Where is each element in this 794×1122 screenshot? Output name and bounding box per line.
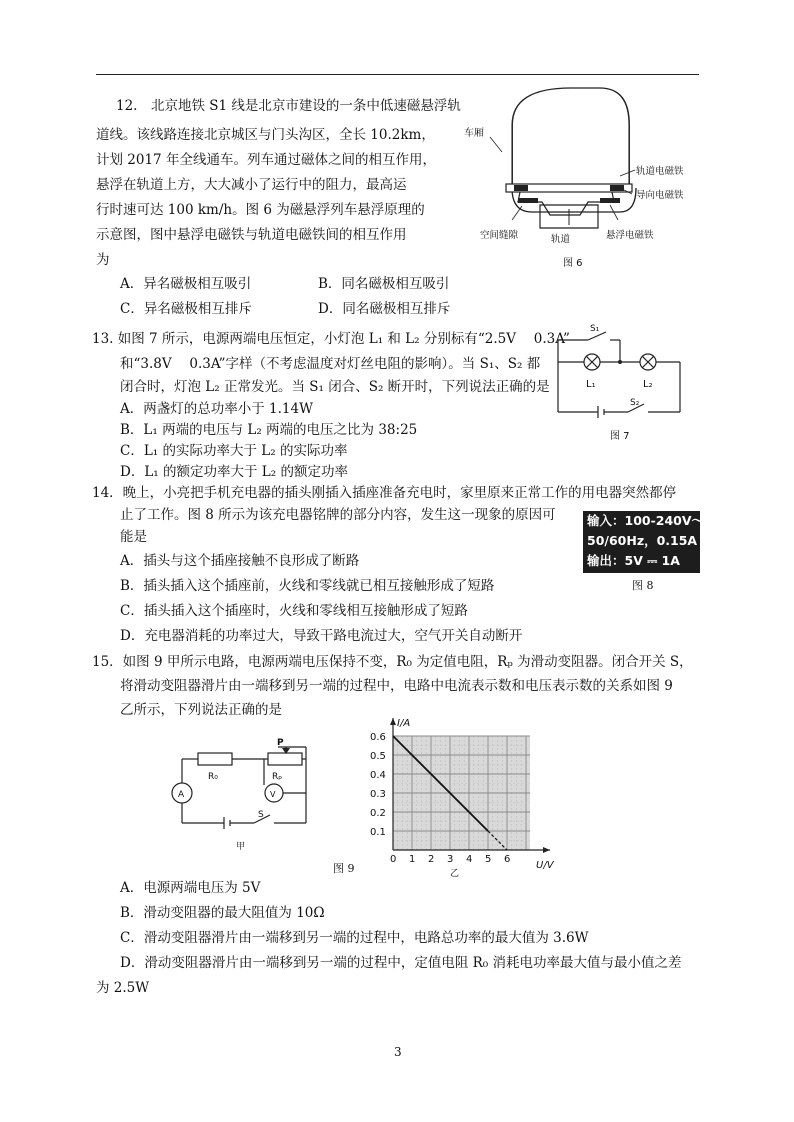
- figure-8-caption: 图 8: [632, 579, 654, 592]
- y-axis-label: I/A: [397, 718, 411, 729]
- label-track-magnet: 轨道电磁铁: [636, 166, 684, 177]
- q15-line: 15．如图 9 甲所示电路，电源两端电压保持不变，R₀ 为定值电阻，Rₚ 为滑动变阻器。闭合开关 S，: [92, 654, 693, 670]
- graph-label-yi: 乙: [450, 869, 460, 879]
- label-switch: S: [258, 810, 264, 820]
- option-b: B．同名磁极相互吸引: [318, 276, 450, 292]
- x-tick-label: 3: [447, 854, 454, 865]
- option-a: A．两盏灯的总功率小于 1.14W: [120, 401, 313, 417]
- label-gap: 空间缝隙: [480, 230, 519, 241]
- x-tick-label: 4: [466, 854, 473, 865]
- option-c: C．滑动变阻器滑片由一端移到另一端的过程中，电路总功率的最大值为 3.6W: [120, 930, 589, 946]
- option-c: C．插头插入这个插座时，火线和零线相互接触形成了短路: [120, 603, 468, 619]
- figure-9-caption: 图 9: [333, 862, 355, 875]
- option-b: B．插头插入这个插座前，火线和零线就已相互接触形成了短路: [120, 578, 495, 594]
- x-axis-label: U/V: [536, 860, 554, 871]
- option-d: D．滑动变阻器滑片由一端移到另一端的过程中，定值电阻 R₀ 消耗电功率最大值与最小值之差: [120, 955, 682, 971]
- y-tick-label: 0.3: [370, 789, 386, 800]
- q12-line: 计划 2017 年全线通车。列车通过磁体之间的相互作用，: [96, 152, 436, 168]
- q15-line: 乙所示，下列说法正确的是: [120, 702, 282, 718]
- q12-line: 12. 北京地铁 S1 线是北京市建设的一条中低速磁悬浮轨: [116, 98, 461, 114]
- option-a: A．异名磁极相互吸引: [120, 276, 252, 292]
- voltmeter-icon: V: [270, 790, 276, 799]
- label-s1: S₁: [590, 324, 600, 334]
- label-r0: R₀: [208, 772, 218, 782]
- x-tick-label: 0: [390, 854, 397, 865]
- y-tick-label: 0.6: [370, 732, 386, 743]
- option-d: D．同名磁极相互排斥: [318, 301, 451, 317]
- x-axis-arrow-icon: [543, 847, 550, 853]
- nameplate-line: 50/60Hz，0.15A: [587, 533, 698, 548]
- x-tick-label: 5: [485, 854, 492, 865]
- label-l1: L₁: [586, 379, 596, 390]
- option-a: A．插头与这个插座接触不良形成了断路: [120, 553, 360, 569]
- y-tick-label: 0.5: [370, 751, 386, 762]
- label-levitation-magnet: 悬浮电磁铁: [606, 230, 654, 241]
- option-a: A．电源两端电压为 5V: [120, 880, 261, 896]
- q12-line: 道线。该线路连接北京城区与门头沟区，全长 10.2km，: [96, 127, 435, 143]
- q13-line: 和“3.8V 0.3A”字样（不考虑温度对灯丝电阻的影响）。当 S₁、S₂ 都: [120, 356, 541, 372]
- iu-graph: [362, 712, 562, 880]
- label-rp: Rₚ: [272, 772, 283, 782]
- option-b: B．滑动变阻器的最大阻值为 10Ω: [120, 905, 325, 921]
- charger-nameplate: [583, 511, 705, 573]
- figure-7-caption: 图 7: [610, 431, 630, 442]
- y-axis-arrow-icon: [390, 718, 396, 725]
- option-d: D．L₁ 的额定功率大于 L₂ 的额定功率: [120, 464, 348, 480]
- label-track: 轨道: [551, 234, 571, 245]
- q15-line: 将滑动变阻器滑片由一端移到另一端的过程中，电路中电流表示数和电压表示数的关系如图 9: [120, 678, 673, 694]
- maglev-diagram: [460, 80, 700, 275]
- x-tick-label: 1: [409, 854, 416, 865]
- header-rule: [96, 74, 699, 75]
- circuit-figure-9: [168, 735, 328, 860]
- q12-line: 示意图，图中悬浮电磁铁与轨道电磁铁间的相互作用: [96, 227, 407, 243]
- q14-line: 能是: [120, 529, 147, 545]
- y-tick-label: 0.4: [370, 770, 386, 781]
- q13-line: 闭合时，灯泡 L₂ 正常发光。当 S₁ 闭合、S₂ 断开时，下列说法正确的是: [120, 379, 550, 395]
- x-tick-label: 6: [504, 854, 511, 865]
- option-d: D．充电器消耗的功率过大，导致干路电流过大，空气开关自动断开: [120, 628, 523, 644]
- label-car: 车厢: [464, 128, 484, 139]
- label-guide-magnet: 导向电磁铁: [636, 190, 684, 201]
- ammeter-icon: A: [178, 790, 185, 800]
- q12-line: 悬浮在轨道上方，大大减小了运行中的阻力，最高运: [96, 177, 407, 193]
- q14-line: 止了工作。图 8 所示为该充电器铭牌的部分内容，发生这一现象的原因可: [120, 507, 556, 523]
- circuit-figure-7: [550, 320, 690, 445]
- y-tick-label: 0.2: [370, 808, 386, 819]
- circuit-label-jia: 甲: [236, 842, 246, 852]
- option-c: C．L₁ 的实际功率大于 L₂ 的实际功率: [120, 443, 348, 459]
- q12-line: 为: [96, 252, 110, 268]
- y-tick-label: 0.1: [370, 827, 386, 838]
- option-d-cont: 为 2.5W: [96, 980, 150, 996]
- q14-line: 14．晚上，小亮把手机充电器的插头刚插入插座准备充电时，家里原来正常工作的用电器突然都停: [92, 485, 677, 501]
- page-number: 3: [394, 1045, 402, 1059]
- q12-line: 行时速可达 100 km/h。图 6 为磁悬浮列车悬浮原理的: [96, 202, 425, 218]
- q13-line: 13. 如图 7 所示，电源两端电压恒定，小灯泡 L₁ 和 L₂ 分别标有“2.5V 0.3A”: [92, 331, 570, 347]
- figure-6-caption: 图 6: [563, 258, 583, 269]
- option-c: C．异名磁极相互排斥: [120, 301, 252, 317]
- option-b: B．L₁ 两端的电压与 L₂ 两端的电压之比为 38:25: [120, 422, 418, 438]
- label-s2: S₂: [630, 398, 640, 408]
- x-tick-label: 2: [428, 854, 435, 865]
- label-p: P: [277, 738, 284, 748]
- label-l2: L₂: [643, 379, 653, 390]
- nameplate-line: 输入：100-240V～: [587, 513, 705, 528]
- nameplate-line: 输出：5V ⎓ 1A: [587, 553, 680, 568]
